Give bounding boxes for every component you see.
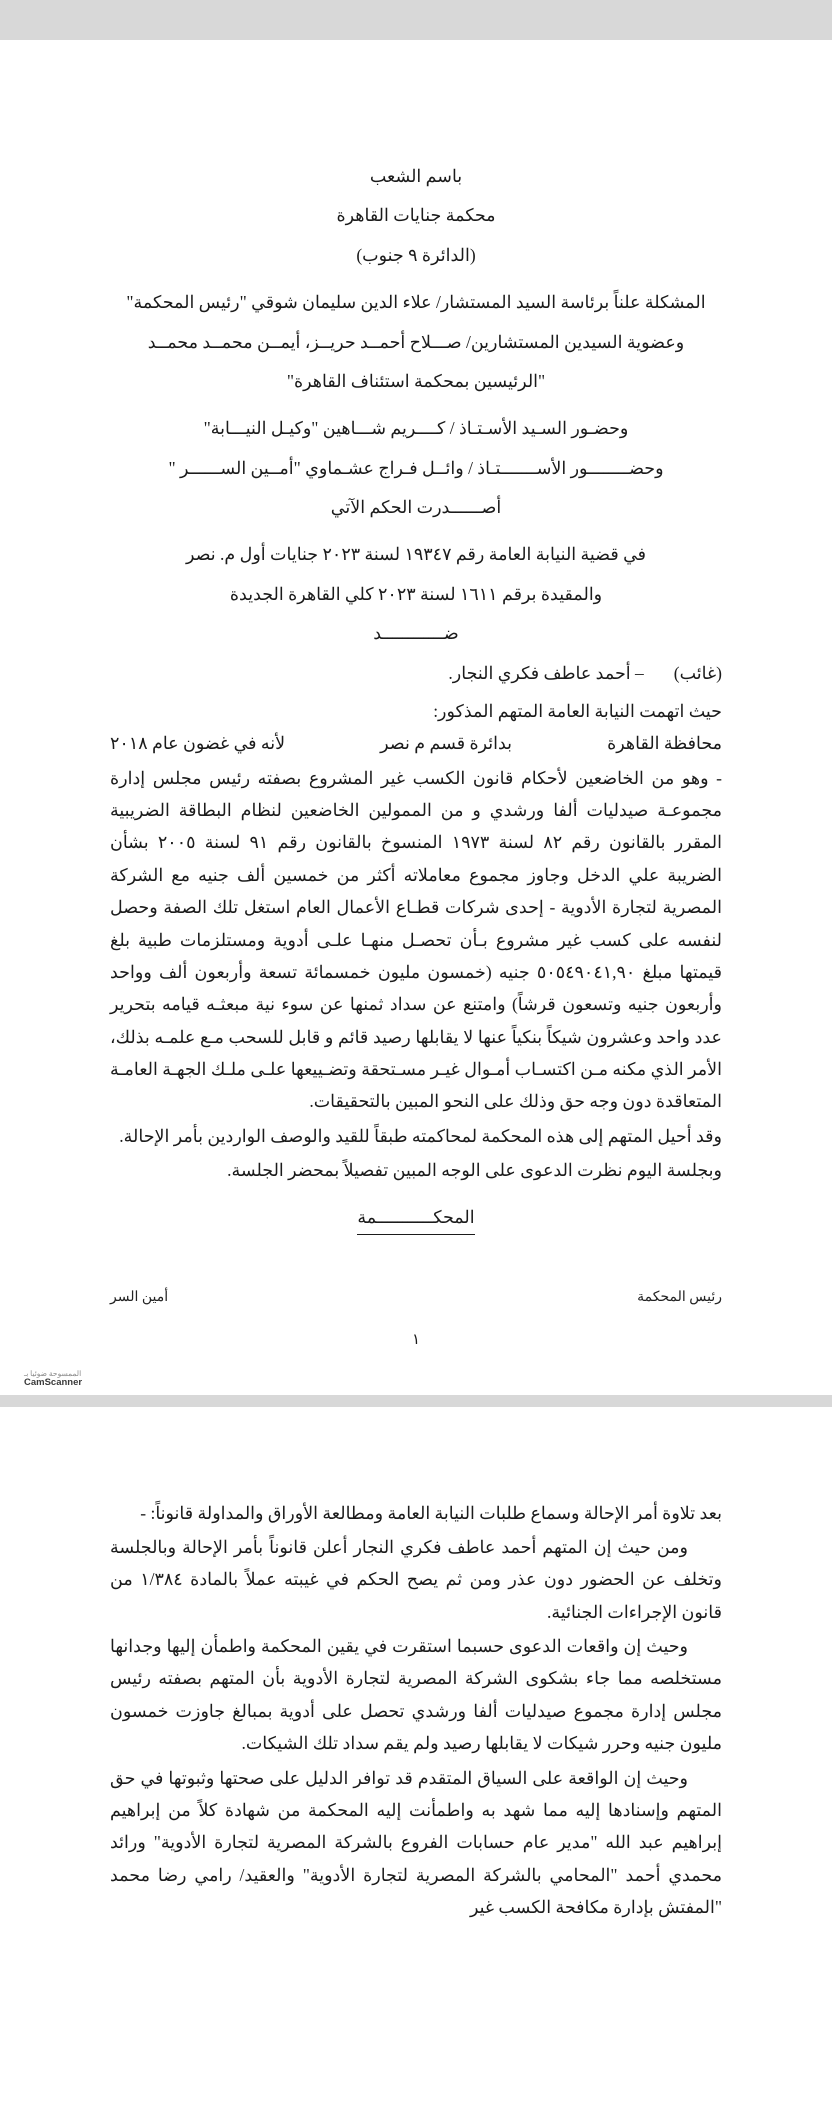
page2-paragraph-4: وحيث إن الواقعة على السياق المتقدم قد توافر الدليل على صحتها وثبوتها في حق المتهم وإسنادها إليه مما شهد به واطمأنت إليه المحكمة من شهادة كلاً من إبراهيم إبراهيم عبد الله "مدير عام حسابات الفروع بالشركة المصرية لتجارة الأدوية" ورائد محمدي أحمد "المحامي بالشركة المصرية لتجارة الأدوية" والعقيد/ رامي رضا محمد "المفتش بإدارة مكافحة الكسب غير: [110, 1767, 722, 1918]
case-number-line-1: في قضية النيابة العامة رقم ١٩٣٤٧ لسنة ٢٠٢٣ جنايات أول م. نصر: [185, 544, 647, 565]
camscanner-watermark: [24, 1370, 82, 1389]
case-number-line-2: والمقيدة برقم ١٦١١ لسنة ٢٠٢٣ كلي القاهرة الجديدة: [229, 583, 603, 604]
charge-district: بدائرة قسم م نصر: [380, 733, 513, 754]
accusation-intro: حيث اتهمت النيابة العامة المتهم المذكور:: [433, 700, 722, 721]
panel-line-appeal-court: "الرئيسين بمحكمة استئناف القاهرة": [286, 370, 546, 391]
signature-secretary: أمين السر: [110, 1289, 169, 1305]
charge-governorate: محافظة القاهرة: [607, 733, 722, 754]
charge-body: [110, 762, 722, 1187]
page2-paragraph-2: ومن حيث إن المتهم أحمد عاطف فكري النجار أعلن قانوناً بأمر الإحالة وبالجلسة وتخلف عن الحضور دون عذر ومن ثم يصح الحكم في غيبته عملاً بالمادة ١/٣٨٤ من قانون الإجراءات الجنائية.: [110, 1536, 722, 1622]
document-page-1: [0, 40, 832, 1395]
court-heading-text: المحكـــــــــــمة: [357, 1201, 474, 1235]
charge-paragraph-main: - وهو من الخاضعين لأحكام قانون الكسب غير المشروع بصفته رئيس مجلس إدارة مجموعـة صيدليات ألفا ورشدي و من الممولين الخاضعين لنظام البطاقة الضريبية المقرر بالقانون رقم ٨٢ لسنة ١٩٧٣ المنسوخ بالقانون رقم ٩١ لسنة ٢٠٠٥ بشأن الضريبة علي الدخل وجاوز مجموع معاملاته أكثر من خمسين ألف جنيه مع الشركة المصرية لتجارة الأدوية - إحدى شركات قطـاع الأعمال العام استغل تلك الصفة وحصل لنفسه على كسب غير مشروع بـأن تحصـل منهـا علـى أدوية ومستلزمات طبية بلغ قيمتها مبلغ ٥٠٥٤٩٠٤١,٩٠ جنيه (خمسون مليون خمسمائة تسعة وأربعون ألف وواحد وأربعون جنيه وتسعون قرشاً) وامتنع عن سداد ثمنها عن سوء نية مبعثـه قيامه بتحرير عدد واحد وعشرون شيكاً بنكياً عنها لا يقابلها رصيد قائم و قابل للسحب مـع علمـه بذلك، الأمر الذي مكنه مـن اكتسـاب أمـوال غيـر مسـتحقة وتضـييعها علـى ملـك الجهـة العامـة المتعاقدة دون وجه حق وذلك على النحو المبين بالتحقيقات.: [110, 767, 722, 1112]
camscanner-watermark-arabic: الممسوحة ضوئيا بـ: [24, 1368, 82, 1378]
charge-location-row: [110, 727, 722, 759]
header-line-court-name: محكمة جنايات القاهرة: [336, 205, 496, 226]
camscanner-watermark-brand: CamScanner: [24, 1377, 83, 1389]
page-1-content: [110, 160, 722, 1355]
header-line-circuit: (الدائرة ٩ جنوب): [356, 244, 476, 265]
panel-line-members: وعضوية السيدين المستشارين/ صـــلاح أحمــد حريــز، أيمــن محمــد محمــد: [147, 331, 685, 352]
accused-status: (غائب): [673, 662, 722, 683]
attendance-block: [110, 412, 722, 523]
accused-row: [110, 657, 722, 689]
panel-block: [110, 286, 722, 397]
panel-line-president: المشكلة علناً برئاسة السيد المستشار/ علاء الدين سليمان شوقي "رئيس المحكمة": [126, 292, 706, 313]
attendance-line-secretary: وحضــــــــور الأســـــــتـاذ / وائــل فـراج عشـماوي "أمــين الســــــر ": [168, 457, 664, 478]
charge-date: لأنه في غضون عام ٢٠١٨: [110, 733, 286, 754]
page2-paragraph-3: وحيث إن واقعات الدعوى حسبما استقرت في يقين المحكمة واطمأن إليها وجدانها مستخلصه مما جاء بشكوى الشركة المصرية لتجارة الأدوية بأن المتهم بصفته رئيس مجلس إدارة مجموع صيدليات ألفا ورشدي تحصل على أدوية بمبالغ جاوزت خمسون مليون جنيه وحرر شيكات لا يقابلها رصيد ولم يقم سداد تلك الشيكات.: [110, 1636, 722, 1754]
charge-paragraph-referral: وقد أحيل المتهم إلى هذه المحكمة لمحاكمته طبقاً للقيد والوصف الواردين بأمر الإحالة.: [119, 1125, 722, 1146]
charge-paragraph-session: وبجلسة اليوم نظرت الدعوى على الوجه المبين تفصيلاً بمحضر الجلسة.: [227, 1160, 722, 1181]
page-2-content: [110, 1497, 722, 1924]
header-block: [110, 160, 722, 271]
page-number-1: ١: [411, 1331, 421, 1348]
page-separator: [0, 1395, 832, 1407]
against-word: ضــــــــــــد: [373, 623, 459, 644]
signature-president: رئيس المحكمة: [637, 1289, 722, 1305]
court-heading: [110, 1201, 722, 1235]
case-number-block: [110, 538, 722, 649]
attendance-line-issued-ruling: أصــــــدرت الحكم الآتي: [330, 497, 502, 517]
accused-name: – أحمد عاطف فكري النجار.: [448, 662, 644, 683]
header-line-in-the-name-of-the-people: باسم الشعب: [369, 166, 463, 186]
signature-row: [110, 1285, 722, 1311]
document-page-2: [0, 1407, 832, 2127]
page2-paragraph-1: بعد تلاوة أمر الإحالة وسماع طلبات النيابة العامة ومطالعة الأوراق والمداولة قانوناً: -: [140, 1502, 722, 1523]
attendance-line-prosecutor: وحضـور السـيد الأسـتـاذ / كــــريم شـــاهين "وكيـل النيـــابة": [203, 418, 629, 439]
